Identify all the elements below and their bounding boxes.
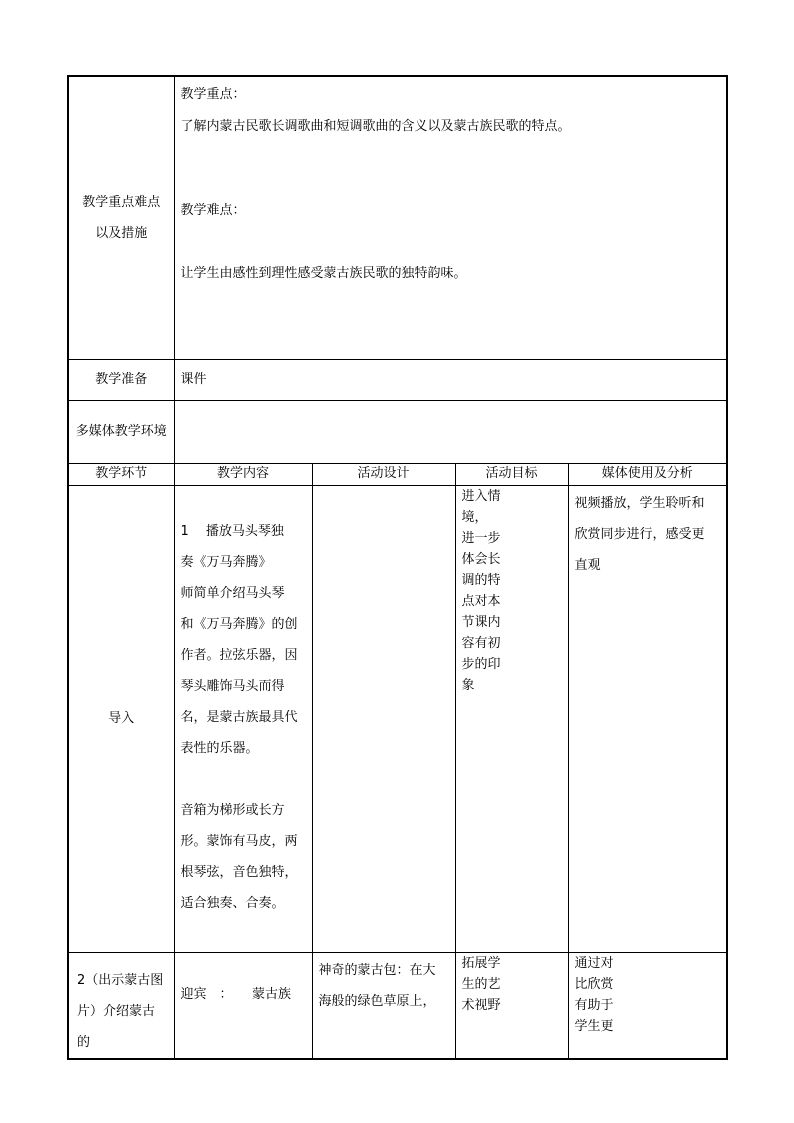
row2-stage-cell (68, 952, 174, 1059)
row2-media-line: 学生更 (574, 1018, 614, 1034)
row2-stage-line: 2（出示蒙古图 (77, 972, 164, 988)
intro-goal-line: 进一步 (461, 530, 501, 546)
row2-stage-line: 片）介绍蒙古的 (77, 1003, 156, 1050)
intro-goal-line: 节课内 (461, 614, 501, 630)
media-env-label: 多媒体教学环境 (68, 400, 174, 463)
intro-content-line: 1 播放马头琴独 (180, 523, 284, 539)
intro-content-line: 根琴弦，音色独特， (180, 864, 298, 880)
intro-content-line: 作者。拉弦乐器，因 (180, 647, 298, 663)
intro-goal-line: 进入情 (461, 488, 501, 504)
intro-content-line (181, 764, 306, 795)
intro-content-line: 形。蒙饰有马皮，两 (180, 833, 298, 849)
header-row (68, 463, 727, 485)
intro-content-line: 琴头雕饰马头而得 (180, 678, 285, 694)
focus-row (68, 76, 727, 359)
difficult-point-text: 让学生由感性到理性感受蒙古族民歌的独特韵味。 (180, 266, 467, 281)
focus-label-line2: 以及措施 (95, 225, 148, 241)
header-goal: 活动目标 (455, 463, 568, 485)
intro-goal-cell (455, 485, 568, 952)
focus-label-line1: 教学重点难点 (82, 194, 161, 210)
row2-media-line: 有助于 (574, 997, 614, 1013)
intro-media-line: 直观 (574, 557, 601, 573)
prep-value: 课件 (174, 359, 727, 400)
intro-content-line: 奏《万马奔腾》 (180, 554, 272, 570)
header-media: 媒体使用及分析 (568, 463, 727, 485)
intro-goal-line: 容有初 (461, 635, 501, 651)
intro-media-cell (568, 485, 727, 952)
prep-row (68, 359, 727, 400)
intro-content-cell (174, 485, 312, 952)
intro-goal-line: 步的印 (461, 656, 501, 672)
row2-goal-cell (455, 952, 568, 1059)
row2-activity-line: 神奇的蒙古包：在大 (318, 962, 436, 978)
intro-row (68, 485, 727, 952)
row2-content: 迎宾 ： 蒙古族 (174, 952, 312, 1059)
focus-content-cell (174, 76, 727, 359)
intro-goal-line: 调的特 (461, 572, 501, 588)
intro-content-line: 和《万马奔腾》的创 (180, 616, 298, 632)
intro-content-line: 师简单介绍马头琴 (180, 585, 285, 601)
intro-content-line: 适合独奏、合奏。 (180, 895, 285, 911)
lesson-plan-table (67, 75, 728, 1060)
media-env-row (68, 400, 727, 463)
intro-media-line: 视频播放，学生聆听和 (574, 495, 705, 511)
row2-goal-line: 生的艺 (461, 976, 501, 992)
intro-content-line: 表性的乐器。 (180, 740, 259, 756)
row2-goal-line: 拓展学 (461, 955, 501, 971)
intro-content-line: 名，是蒙古族最具代 (180, 709, 298, 725)
row2-activity-cell (312, 952, 455, 1059)
intro-goal-line: 境， (461, 509, 488, 525)
prep-label: 教学准备 (68, 359, 174, 400)
intro-goal-line: 体会长 (461, 551, 501, 567)
intro-goal-line: 象 (461, 677, 475, 693)
header-stage: 教学环节 (68, 463, 174, 485)
media-env-value (174, 400, 727, 463)
difficult-point-title: 教学难点： (180, 203, 246, 218)
header-content: 教学内容 (174, 463, 312, 485)
intro-content-line: 音箱为梯形或长方 (180, 802, 285, 818)
key-point-text: 了解内蒙古民歌长调歌曲和短调歌曲的含义以及蒙古族民歌的特点。 (180, 119, 571, 134)
row2-media-cell (568, 952, 727, 1059)
key-point-title: 教学重点： (180, 87, 246, 102)
row2-activity-line: 海般的绿色草原上， (318, 993, 436, 1009)
intro-media-line: 欣赏同步进行，感受更 (574, 526, 705, 542)
intro-goal-line: 点对本 (461, 593, 501, 609)
focus-label-cell (68, 76, 174, 359)
header-activity: 活动设计 (312, 463, 455, 485)
intro-stage: 导入 (68, 485, 174, 952)
mongolia-row (68, 952, 727, 1059)
intro-activity (312, 485, 455, 952)
row2-media-line: 比欣赏 (574, 976, 614, 992)
row2-media-line: 通过对 (574, 955, 614, 971)
row2-goal-line: 术视野 (461, 997, 501, 1013)
